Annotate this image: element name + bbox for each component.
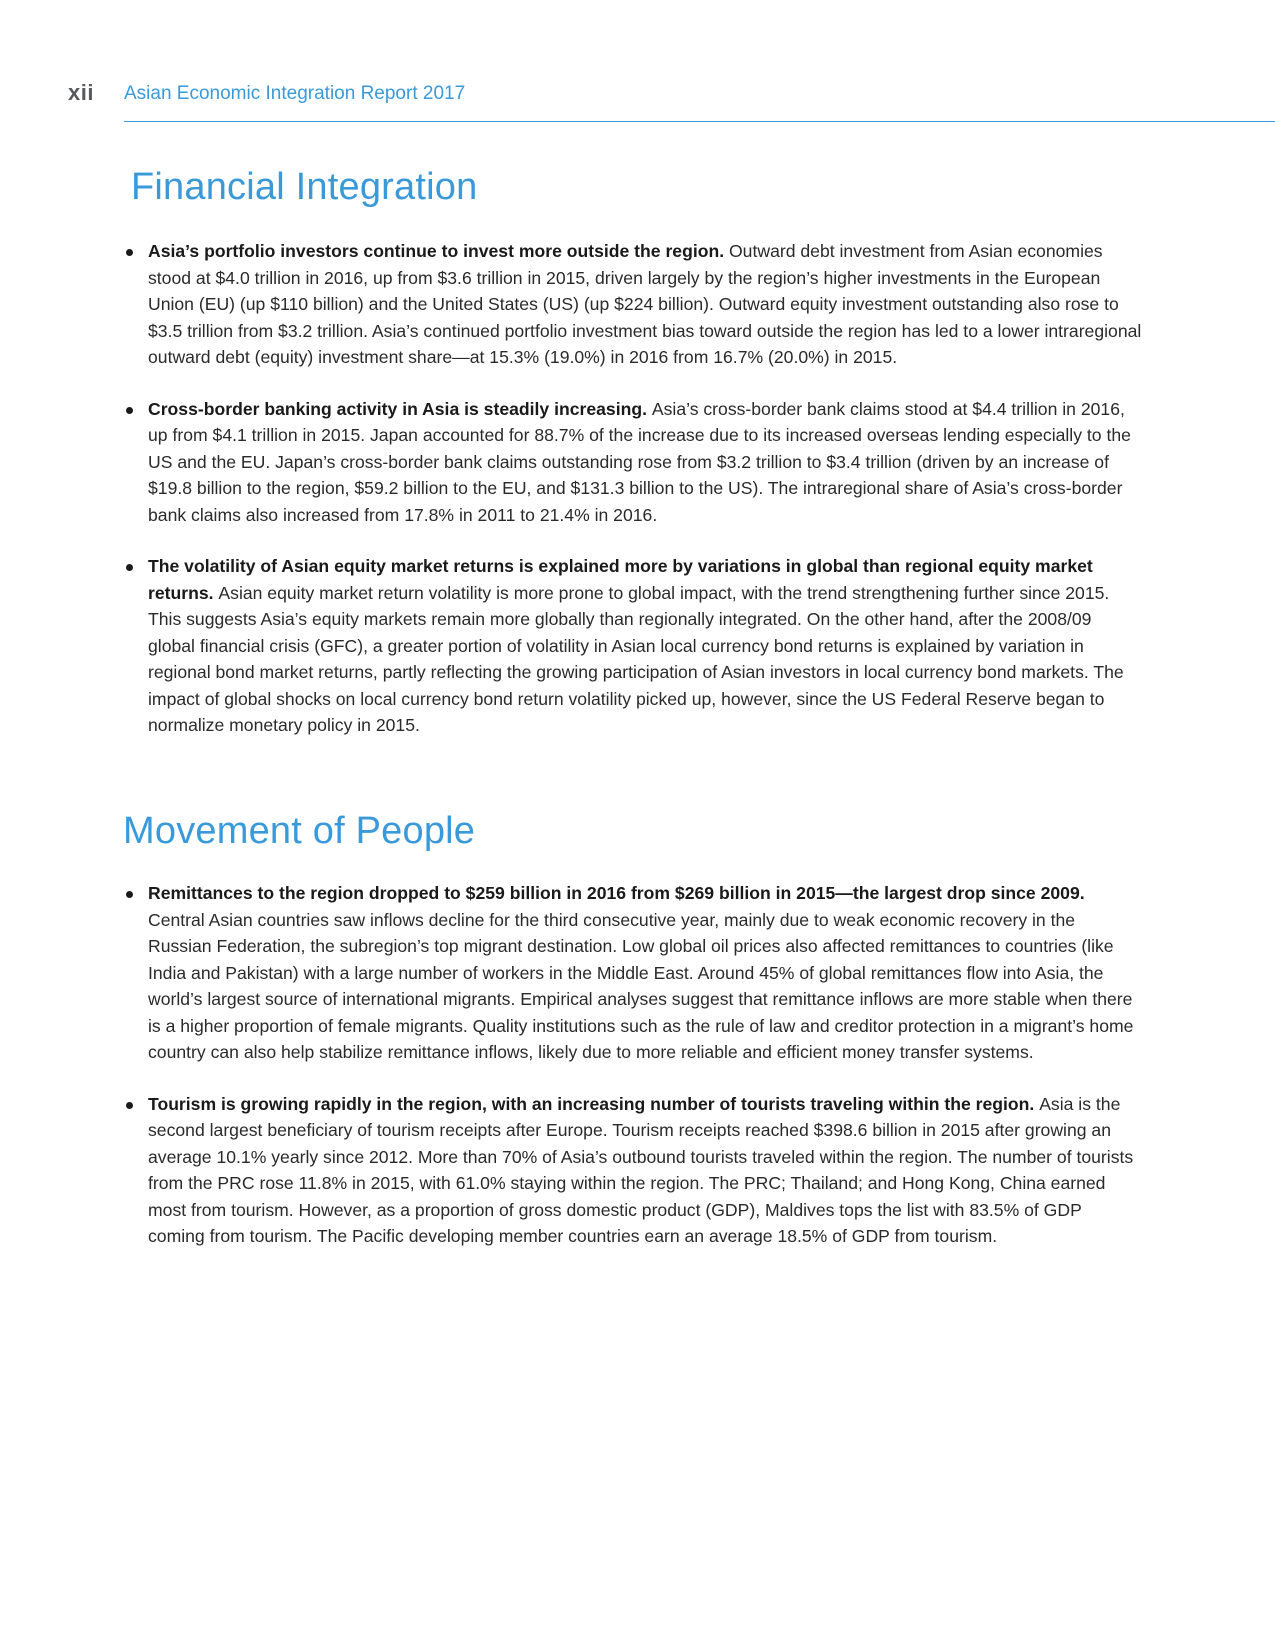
bullet-icon [126,1102,133,1109]
list-item [123,1091,1143,1250]
bullet-lead: Tourism is growing rapidly in the region, with an increasing number of tourists traveling within the region. [148,1093,1040,1114]
section-title-movement-of-people: Movement of People [123,810,476,852]
bullet-body: Outward debt investment from Asian economies stood at $4.0 trillion in 2016, up from $3.6 trillion in 2015, driven largely by the region’s higher investments in the European Union (EU) (up $110 billion) and the United States (US) (up $224 billion). Outward equity investment outstanding also rose to $3.5 trillion from $3.2 trillion. Asia’s continued portfolio investment bias toward outside the region has led to a lower intraregional outward debt (equity) investment share—at 15.3% (19.0%) in 2016 from 16.7% (20.0%) in 2015. [148,241,1142,367]
bullet-lead: Cross-border banking activity in Asia is steadily increasing. [148,398,652,419]
movement-of-people-list [123,880,1143,1275]
bullet-icon [126,564,133,571]
list-item [123,396,1143,529]
header-divider [124,121,1275,122]
list-item [123,880,1143,1066]
running-title: Asian Economic Integration Report 2017 [124,83,466,104]
bullet-body: Asian equity market return volatility is more prone to global impact, with the trend strengthening further since 2015. This suggests Asia’s equity markets remain more globally than regionally integrated. On the other hand, after the 2008/09 global financial crisis (GFC), a greater portion of volatility in Asian local currency bond returns is explained by variation in regional bond market returns, partly reflecting the growing participation of Asian investors in local currency bond markets. The impact of global shocks on local currency bond return volatility picked up, however, since the US Federal Reserve began to normalize monetary policy in 2015. [148,582,1124,735]
bullet-icon [126,891,133,898]
bullet-body: Asia’s cross-border bank claims stood at $4.4 trillion in 2016, up from $4.1 trillion in 2015. Japan accounted for 88.7% of the increase due to its increased overseas lending especially to the US and the EU. Japan’s cross-border bank claims outstanding rose from $3.2 trillion to $3.4 trillion (driven by an increase of $19.8 billion to the region, $59.2 billion to the EU, and $131.3 billion to the US). The intraregional share of Asia’s cross-border bank claims also increased from 17.8% in 2011 to 21.4% in 2016. [148,398,1131,525]
list-item [123,238,1143,371]
bullet-lead: The volatility of Asian equity market returns is explained more by variations in global than regional equity market returns. [148,556,1093,603]
section-title-financial-integration: Financial Integration [131,166,478,208]
bullet-lead: Asia’s portfolio investors continue to invest more outside the region. [148,241,729,261]
bullet-icon [126,407,133,414]
bullet-lead: Remittances to the region dropped to $259 billion in 2016 from $269 billion in 2015—the largest drop since 2009. [148,883,1085,903]
page-number: xii [68,80,94,105]
list-item [123,553,1143,739]
bullet-icon [126,249,133,256]
financial-integration-list [123,238,1143,764]
bullet-body: Central Asian countries saw inflows decline for the third consecutive year, mainly due to weak economic recovery in the Russian Federation, the subregion’s top migrant destination. Low global oil prices also affected remittances to countries (like India and Pakistan) with a large number of workers in the Middle East. Around 45% of global remittances flow into Asia, the world’s largest source of international migrants. Empirical analyses suggest that remittance inflows are more stable when there is a higher proportion of female migrants. Quality institutions such as the rule of law and creditor protection in a migrant’s home country can also help stabilize remittance inflows, likely due to more reliable and efficient money transfer systems. [148,909,1134,1062]
bullet-body: Asia is the second largest beneficiary of tourism receipts after Europe. Tourism receipts reached $398.6 billion in 2015 after growing an average 10.1% yearly since 2012. More than 70% of Asia’s outbound tourists traveled within the region. The number of tourists from the PRC rose 11.8% in 2015, with 61.0% staying within the region. The PRC; Thailand; and Hong Kong, China earned most from tourism. However, as a proportion of gross domestic product (GDP), Maldives tops the list with 83.5% of GDP coming from tourism. The Pacific developing member countries earn an average 18.5% of GDP from tourism. [148,1093,1134,1246]
page-header [68,76,1275,124]
